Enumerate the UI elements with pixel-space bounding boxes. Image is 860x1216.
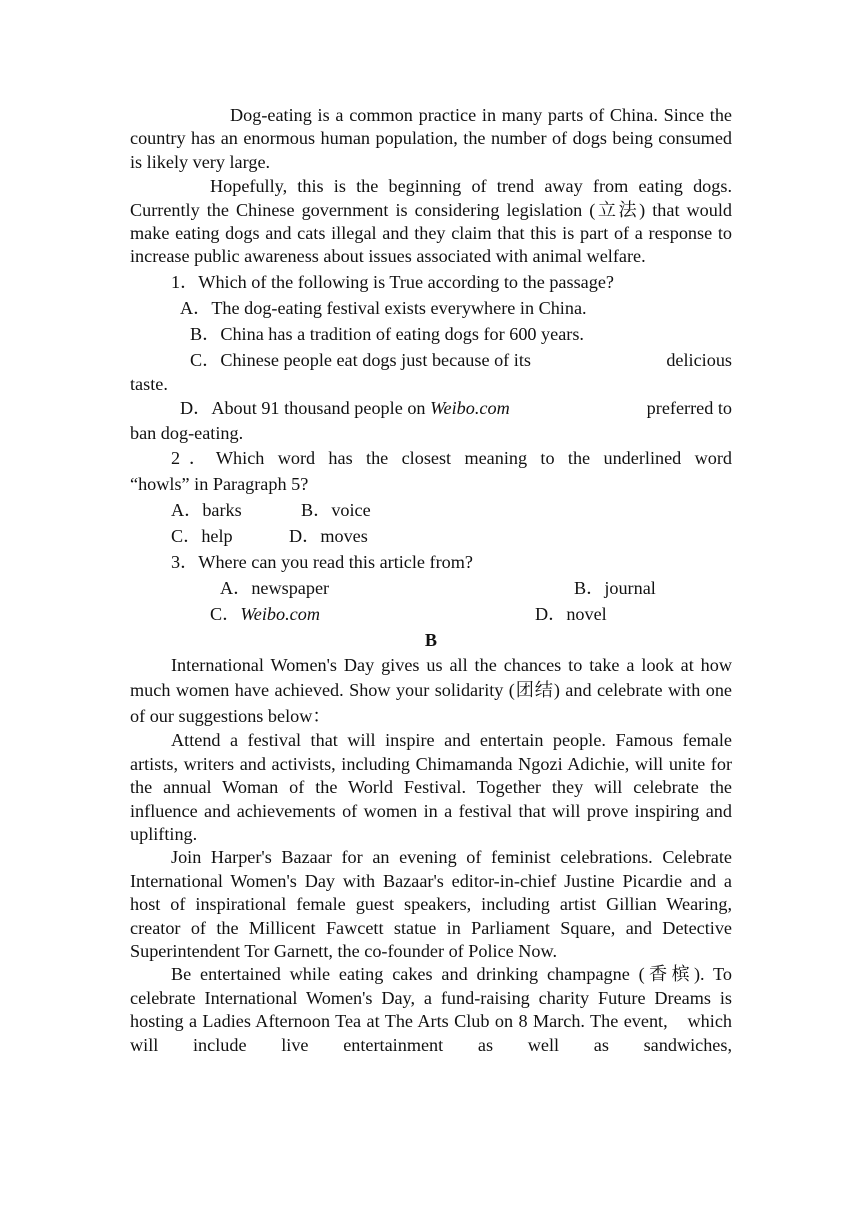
question-1-option-d: [130, 395, 732, 421]
question-3-option-c-prefix: C．: [210, 603, 241, 624]
question-1-option-a: A．The dog-eating festival exists everywhere in China.: [180, 297, 587, 318]
question-1-option-c-text: C．Chinese people eat dogs just because of its: [190, 349, 531, 370]
passage-a-paragraph-2: Hopefully, this is the beginning of trend away from eating dogs. Currently the Chinese government is considering legislation (立法) that would make eating dogs and cats illegal and they claim that this is part of a response to increase public awareness about issues associated with animal welfare.: [130, 176, 732, 267]
question-3-options-row-2: [130, 601, 732, 627]
document-page: [130, 104, 732, 1057]
section-b-paragraph-4: Be entertained while eating cakes and drinking champagne (香槟). To celebrate International Women's Day, a fund-raising charity Future Dreams is hosting a Ladies Afternoon Tea at The Arts Club on 8 March. The event, which will include live entertainment as well as sandwiches,: [130, 964, 732, 1055]
question-1-option-d-text-2: preferred to: [646, 397, 732, 418]
question-2-option-c: C．help: [171, 525, 233, 546]
section-b-paragraph-2: Attend a festival that will inspire and entertain people. Famous female artists, writers and activists, including Chimamanda Ngozi Adichie, will unite for the annual Woman of the World Festival. Together they will celebrate the influence and achievements of women in a festival that will prove inspiring and uplifting.: [130, 730, 732, 844]
question-3-stem: 3．Where can you read this article from?: [171, 551, 473, 572]
question-3-option-c: [210, 601, 535, 627]
question-1-option-d-text: [180, 395, 510, 421]
question-2-stem-continued: “howls” in Paragraph 5?: [130, 473, 309, 494]
question-2-options-row-1: [130, 497, 732, 523]
passage-a-paragraph-1: Dog-eating is a common practice in many parts of China. Since the country has an enormous human population, the number of dogs being consumed is likely very large.: [130, 105, 732, 172]
question-2-option-d: D．moves: [289, 525, 368, 546]
question-1-option-b: B．China has a tradition of eating dogs for 600 years.: [190, 323, 584, 344]
section-b-paragraph-3: Join Harper's Bazaar for an evening of feminist celebrations. Celebrate International Women's Day with Bazaar's editor-in-chief Justine Picardie and a host of inspirational female guest speakers, including artist Gillian Wearing, creator of the Millicent Fawcett statue in Parliament Square, and Detective Superintendent Tor Garnett, the co-founder of Police Now.: [130, 847, 732, 961]
question-2-options-row-2: [130, 523, 732, 549]
question-2-stem: 2．Which word has the closest meaning to the underlined word: [171, 447, 732, 468]
question-3-option-a: A．newspaper: [220, 577, 330, 598]
question-1-option-c-text-2: delicious: [666, 349, 732, 370]
question-3-options-row-1: [130, 575, 732, 601]
question-3-option-c-site: Weibo.com: [240, 603, 320, 624]
question-1-stem: 1．Which of the following is True according to the passage?: [171, 271, 614, 292]
question-1-option-d-site: Weibo.com: [430, 397, 510, 418]
question-1-option-d-continued: ban dog-eating.: [130, 422, 244, 443]
question-1-option-d-prefix: D．About 91 thousand people on: [180, 397, 431, 418]
question-1-option-c-continued: taste.: [130, 373, 168, 394]
section-b-paragraph-1: International Women's Day gives us all the chances to take a look at how much women have achieved. Show your solidarity (团结) and celebrate with one of our suggestions below：: [130, 654, 732, 726]
section-b-heading: B: [424, 629, 438, 650]
question-2-option-a: A．barks: [171, 499, 242, 520]
question-3-option-b: B．journal: [574, 577, 656, 598]
question-3-option-d: D．novel: [535, 603, 607, 624]
question-2-option-b: B．voice: [301, 499, 371, 520]
question-1-option-c: [130, 347, 732, 373]
